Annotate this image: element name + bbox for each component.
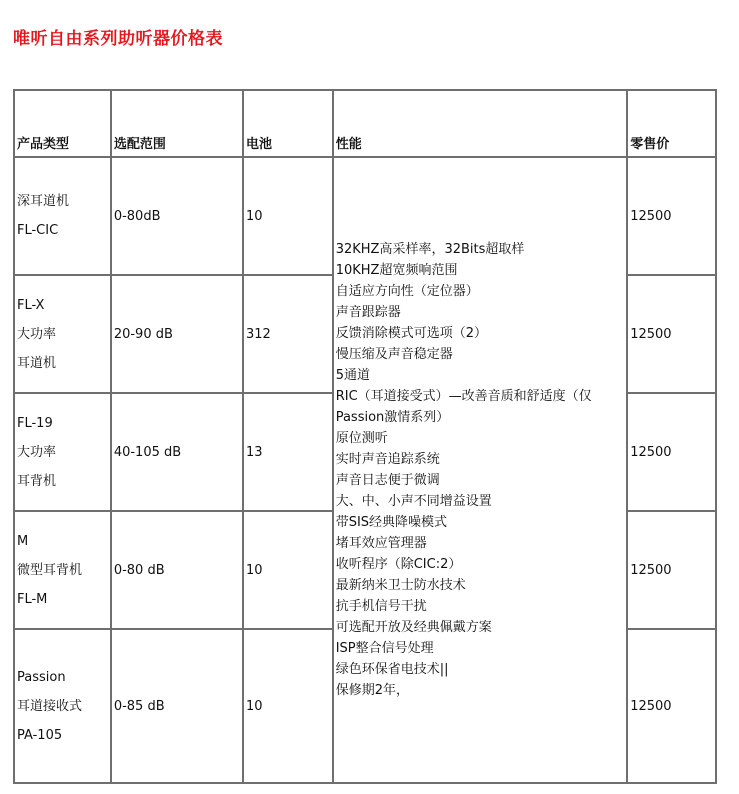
- fitting-range-cell: 0-85 dB: [111, 629, 243, 783]
- fitting-range-cell: 0-80dB: [111, 157, 243, 275]
- feature-item: 可选配开放及经典佩戴方案: [335, 620, 492, 635]
- product-type-line: PA-105: [17, 727, 63, 743]
- battery-cell: 13: [243, 393, 333, 511]
- feature-item: 大、中、小声不同增益设置: [335, 494, 492, 509]
- feature-item: 绿色环保省电技术||: [335, 662, 449, 677]
- retail-price-cell: 12500: [627, 275, 716, 393]
- retail-price-cell: 12500: [627, 393, 716, 511]
- feature-item: 堵耳效应管理器: [335, 536, 427, 551]
- header-battery: 电池: [243, 90, 333, 157]
- table-header-row: [14, 90, 716, 157]
- product-type-line: 微型耳背机: [17, 562, 83, 578]
- feature-item: 声音跟踪器: [335, 305, 401, 320]
- page-title: 唯听自由系列助听器价格表: [13, 29, 223, 49]
- product-type-line: FL-X: [17, 297, 45, 313]
- product-type-line: M: [17, 533, 29, 549]
- feature-item: RIC（耳道接受式）—改善音质和舒适度（仅: [335, 389, 592, 404]
- feature-item: 慢压缩及声音稳定器: [335, 347, 453, 362]
- header-product-type: 产品类型: [14, 90, 111, 157]
- feature-item: 抗手机信号干扰: [335, 599, 427, 614]
- product-type-cell: [14, 393, 111, 511]
- battery-cell: 10: [243, 157, 333, 275]
- product-type-line: FL-M: [17, 591, 48, 607]
- header-retail-price: 零售价: [627, 90, 716, 157]
- feature-item: 声音日志便于微调: [335, 473, 440, 488]
- table-row: [14, 157, 716, 275]
- fitting-range-cell: 0-80 dB: [111, 511, 243, 629]
- product-type-cell: [14, 157, 111, 275]
- product-type-line: Passion: [17, 669, 66, 685]
- header-fitting-range: 选配范围: [111, 90, 243, 157]
- product-type-line: FL-19: [17, 415, 53, 431]
- product-type-cell: [14, 629, 111, 783]
- feature-item: 带SIS经典降噪模式: [335, 515, 448, 530]
- battery-cell: 10: [243, 629, 333, 783]
- product-type-line: 大功率: [17, 326, 57, 342]
- performance-features-cell: [333, 157, 628, 783]
- feature-item: 32KHZ高采样率，32Bits超取样: [335, 242, 525, 257]
- feature-item: 5通道: [335, 368, 370, 383]
- feature-item: 最新纳米卫士防水技术: [335, 578, 466, 593]
- retail-price-cell: 12500: [627, 157, 716, 275]
- feature-item: 自适应方向性（定位器）: [335, 284, 479, 299]
- battery-cell: 10: [243, 511, 333, 629]
- product-type-cell: [14, 511, 111, 629]
- feature-item: Passion激情系列）: [335, 410, 450, 425]
- feature-item: 10KHZ超宽频响范围: [335, 263, 458, 278]
- product-type-line: FL-CIC: [17, 223, 59, 238]
- feature-item: 实时声音追踪系统: [335, 452, 440, 467]
- product-type-cell: [14, 275, 111, 393]
- feature-item: 收听程序（除CIC:2）: [335, 557, 462, 572]
- product-type-line: 深耳道机: [17, 194, 70, 209]
- fitting-range-cell: 20-90 dB: [111, 275, 243, 393]
- feature-item: ISP整合信号处理: [335, 641, 434, 656]
- feature-item: 保修期2年，: [335, 683, 409, 698]
- feature-item: 原位测听: [335, 431, 388, 446]
- price-table: [13, 89, 717, 784]
- product-type-line: 耳道接收式: [17, 698, 83, 714]
- retail-price-cell: 12500: [627, 629, 716, 783]
- battery-cell: 312: [243, 275, 333, 393]
- header-performance: 性能: [333, 90, 628, 157]
- product-type-line: 大功率: [17, 444, 57, 460]
- feature-item: 反馈消除模式可选项（2）: [335, 326, 487, 341]
- product-type-line: 耳背机: [17, 473, 57, 489]
- product-type-line: 耳道机: [17, 355, 57, 371]
- fitting-range-cell: 40-105 dB: [111, 393, 243, 511]
- retail-price-cell: 12500: [627, 511, 716, 629]
